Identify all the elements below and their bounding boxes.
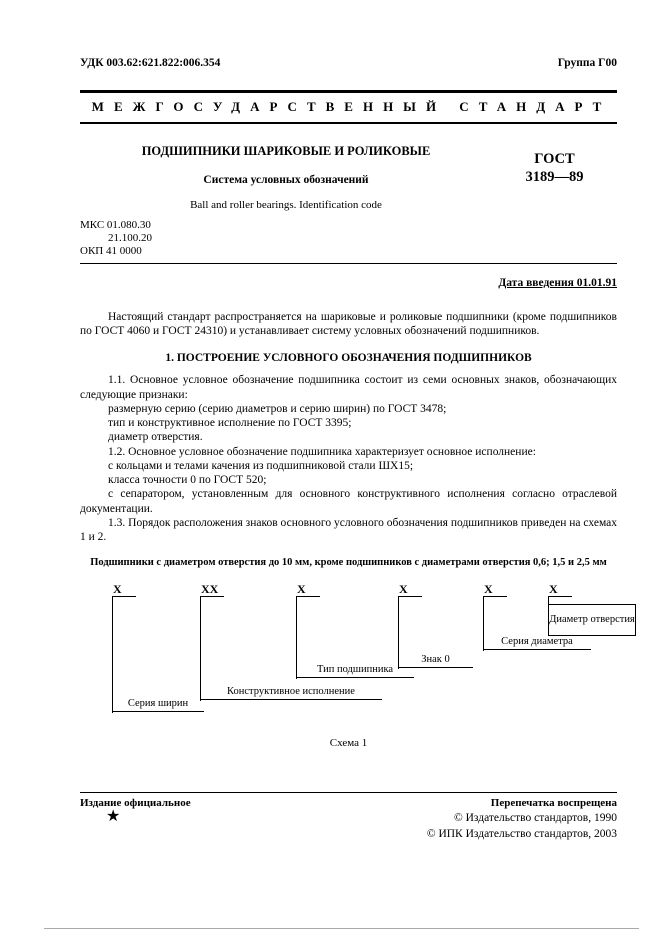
copyright-line-2: © ИПК Издательство стандартов, 2003 [426, 827, 617, 840]
scheme-1-diagram [80, 582, 635, 730]
star-icon: ★ [106, 808, 121, 825]
document-subtitle-english: Ball and roller bearings. Identification code [190, 199, 382, 211]
footer-divider [80, 792, 617, 793]
effective-date: Дата введения 01.01.91 [498, 276, 617, 289]
title-left-column [80, 136, 492, 211]
item-1-1-a: размерную серию (серию диаметров и серию ширин) по ГОСТ 3478; [108, 402, 447, 415]
scheme-label-bearing-type: Тип подшипника [296, 664, 414, 678]
classification-row [80, 57, 617, 69]
gost-number: 3189—89 [525, 169, 584, 186]
copyright-block [427, 811, 617, 842]
scheme-1-number: Схема 1 [329, 737, 368, 750]
item-1-1-b: тип и конструктивное исполнение по ГОСТ 3395; [108, 417, 352, 430]
scope-paragraph: Настоящий стандарт распространяется на шариковые и роликовые подшипники (кроме подшипников по ГОСТ 4060 и ГОСТ 24310) и устанавливает систему условных обозначений подшипников. [80, 310, 617, 338]
scheme-mark-1: X [112, 582, 136, 597]
scheme-mark-5: X [483, 582, 507, 597]
item-1-1-c: диаметр отверстия. [108, 431, 203, 444]
page-edge-line [44, 928, 639, 929]
okp-line: ОКП 41 0000 [80, 244, 142, 257]
paragraph-1-3: 1.3. Порядок расположения знаков основного условного обозначения подшипников приведен на схемах 1 и 2. [80, 516, 617, 544]
title-block [80, 136, 617, 211]
page-content [80, 0, 635, 750]
divider [80, 263, 617, 264]
gost-designation [492, 136, 617, 211]
scheme-mark-4: X [398, 582, 422, 597]
item-1-2-a: с кольцами и телами качения из подшипниковой стали ШХ15; [108, 459, 414, 472]
document-subtitle: Система условных обозначений [203, 174, 369, 186]
scheme-label-width-series: Серия ширин [112, 698, 204, 712]
item-1-2-b: класса точности 0 по ГОСТ 520; [108, 474, 267, 487]
copyright-line-1: © Издательство стандартов, 1990 [453, 812, 617, 824]
group-code: Группа Г00 [557, 57, 617, 69]
paragraph-1-2: 1.2. Основное условное обозначение подшипника характеризует основное исполнение: [108, 445, 536, 458]
footer-notices [80, 797, 617, 809]
scheme-1-caption: Подшипники с диаметром отверстия до 10 мм, кроме подшипников с диаметрами отверстия 0,6; 1,5 и 2,5 мм [90, 557, 607, 569]
official-edition-notice: Издание официальное [80, 797, 191, 809]
scheme-label-zero-sign: Знак 0 [398, 654, 473, 668]
no-reprint-notice: Перепечатка воспрещена [490, 797, 617, 809]
mks-okp-block [80, 219, 617, 258]
document-title: ПОДШИПНИКИ ШАРИКОВЫЕ И РОЛИКОВЫЕ [141, 144, 431, 158]
mks-line-2: 21.100.20 [108, 231, 152, 244]
scheme-label-diameter-series: Серия диаметра [483, 636, 591, 650]
scheme-mark-6: X [548, 582, 572, 597]
mks-line-1: МКС 01.080.30 [80, 219, 151, 231]
paragraph-1-1: 1.1. Основное условное обозначение подшипника состоит из семи основных знаков, обозначающих следующие признаки: [80, 374, 617, 401]
scheme-label-design-version: Конструктивное исполнение [200, 686, 382, 700]
scheme-connector-line [112, 597, 113, 713]
scheme-label-bore-diameter: Диаметр отверстия [548, 604, 636, 636]
scheme-mark-3: X [296, 582, 320, 597]
item-1-2-c: с сепаратором, установленным для основного конструктивного исполнения согласно отраслевой документации. [80, 488, 617, 515]
gost-label: ГОСТ [534, 151, 575, 167]
udk-code: УДК 003.62:621.822:006.354 [80, 57, 221, 69]
scheme-mark-2: XX [200, 582, 224, 597]
section-1-heading: 1. ПОСТРОЕНИЕ УСЛОВНОГО ОБОЗНАЧЕНИЯ ПОДШИПНИКОВ [165, 352, 532, 365]
standard-type-banner: МЕЖГОСУДАРСТВЕННЫЙ СТАНДАРТ [80, 90, 617, 124]
